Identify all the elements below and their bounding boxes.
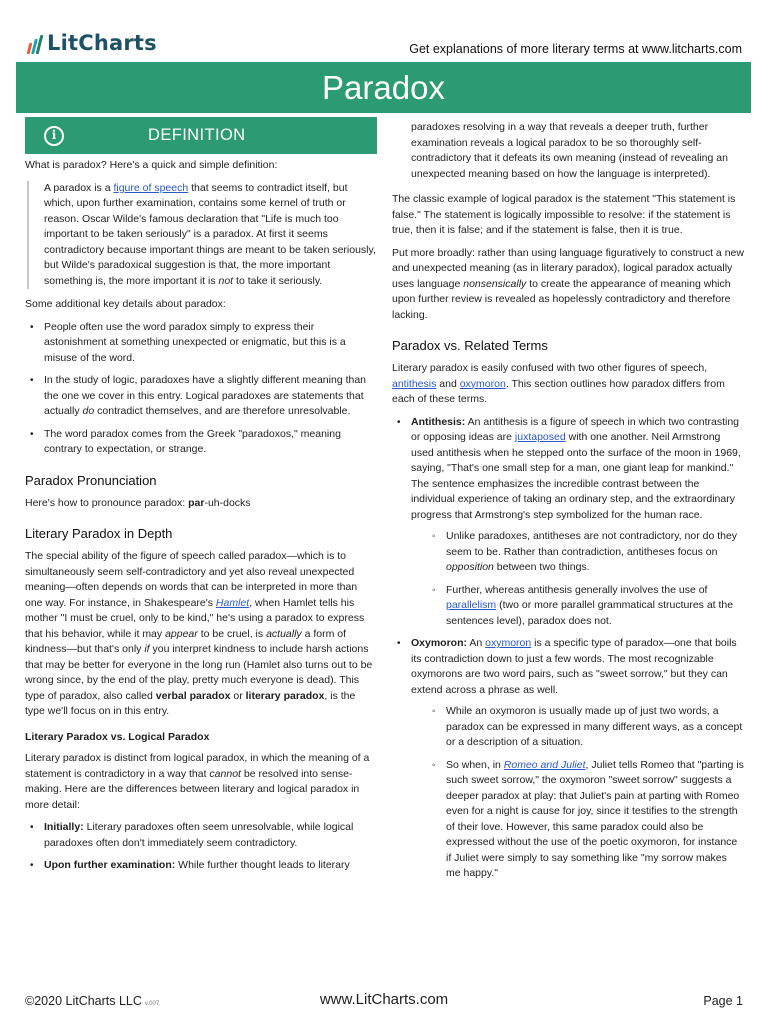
list-item xyxy=(392,636,744,882)
oxymoron-text: is a specific type of paradox—one that boils its contradiction down to just a few words. The most recognizable oxymorons are two word pairs, such as "sweet sorrow," but they can extend across a phrase as well. xyxy=(411,637,737,696)
broadly-text: to create the appearance of meaning which upon further review is revealed as hopelessly contradictory and therefore lacking. xyxy=(392,277,731,321)
details-intro: Some additional key details about paradox: xyxy=(25,298,226,310)
juxtaposed-link[interactable]: juxtaposed xyxy=(514,431,566,443)
oxymoron-text: An xyxy=(467,637,486,649)
depth-emphasis: if xyxy=(144,643,150,655)
definition-quote xyxy=(27,181,377,290)
page-number: Page 1 xyxy=(703,994,743,1008)
sub-text: , Juliet tells Romeo that "parting is such sweet sorrow," the oxymoron "sweet sorrow" suggests a deeper paradox at play: that Juliet's pain at parting with Romeo even for a night is cause for joy, since it testifies to the strength of their love. However, this same paradox could also be expressed without the use of the poetic oxymoron, for instance if Juliet were simply to say something like "my sorrow makes me happy." xyxy=(446,758,744,879)
list-item xyxy=(25,373,377,420)
page-header xyxy=(0,0,768,62)
header-tagline: Get explanations of more literary terms at www.litcharts.com xyxy=(409,42,742,56)
intro-text: What is paradox? Here's a quick and simple definition: xyxy=(25,159,278,171)
related-text: . This section outlines how paradox differs from each of these terms. xyxy=(392,377,725,405)
quote-text-b: that seems to contradict itself, but which, upon further examination, contains some kernel of truth or reason. Oscar Wilde's famous declaration that "Life is much too important to be taken seriously" is a paradox. At first it seems contradictory because important things are meant to be taken seriously, but Wilde's paradoxical suggestion is that, the more important something is, the more important it is xyxy=(44,181,376,287)
page-title: Paradox xyxy=(16,62,751,113)
sub-text: between two things. xyxy=(493,561,590,573)
left-column xyxy=(25,158,377,881)
detail-text: In the study of logic, paradoxes have a slightly different meaning than the one we cover in this entry. Logical paradoxes are statements that actually xyxy=(44,374,367,417)
continued-text: paradoxes resolving in a way that reveals a deeper truth, further examination reveals a logical paradox to be so thoroughly self-contradictory that it defeats its own meaning (instead of revealing an unexpected meaning based on how the language is interpreted). xyxy=(411,121,728,180)
romeo-juliet-title: Romeo and Juliet xyxy=(503,758,586,771)
antithesis-label: Antithesis: xyxy=(411,415,466,428)
hamlet-title: Hamlet xyxy=(215,596,250,609)
figure-of-speech-link[interactable]: figure of speech xyxy=(113,181,189,194)
info-icon: i xyxy=(44,126,64,146)
depth-text: , when Hamlet tells his mother "I must be cruel, only to be kind," he's using a paradox to express that his behavior, while it may xyxy=(25,596,365,640)
depth-text: , is the type we'll focus on in this entry. xyxy=(25,689,356,717)
oxymoron-link[interactable]: oxymoron xyxy=(459,377,506,390)
related-text: and xyxy=(436,377,460,390)
depth-paragraph xyxy=(25,549,377,720)
hamlet-link[interactable] xyxy=(216,597,249,609)
list-item xyxy=(427,529,744,576)
vs-emphasis: cannot xyxy=(209,767,241,780)
parallelism-link[interactable]: parallelism xyxy=(446,599,497,611)
romeo-and-juliet-link[interactable] xyxy=(504,759,586,771)
antithesis-text: with one another. Neil Armstrong used antithesis when he stepped onto the surface of the moon in 1969, saying, "That's one small step for a man, one giant leap for mankind." The sentence emphasizes the incredible contrast between the individual experience of taking an ordinary step, and the extraordinary progress that Armstrong's step symbolized for the human race. xyxy=(411,431,741,521)
sub-text: (two or more parallel grammatical structures at the sentences level), paradox does not. xyxy=(446,599,734,627)
quote-text-c: to take it seriously. xyxy=(233,274,323,287)
detail-emphasis: do xyxy=(82,405,95,417)
oxymoron-inline-link[interactable]: oxymoron xyxy=(485,637,532,649)
logo-text: LitCharts xyxy=(47,31,157,56)
list-item: • The word paradox comes from the Greek "paradoxos," meaning contrary to expectation, or strange. xyxy=(25,427,377,458)
vs-logical-heading: Literary Paradox vs. Logical Paradox xyxy=(25,730,210,743)
pron-rest: -uh-docks xyxy=(204,496,251,509)
depth-emphasis: actually xyxy=(266,627,302,640)
list-item: ◦ While an oxymoron is usually made up of just two words, a paradox can be expressed in many different ways, as a concept or a description of a situation. xyxy=(427,704,744,751)
sub-emphasis: opposition xyxy=(446,561,494,573)
pron-text: Here's how to pronounce paradox: xyxy=(25,496,189,509)
list-item xyxy=(427,583,744,630)
broadly-paragraph xyxy=(392,246,744,324)
details-list xyxy=(25,320,377,458)
depth-emphasis: appear xyxy=(165,627,198,640)
pron-stress: par xyxy=(188,496,205,509)
logical-differences-list xyxy=(25,820,377,874)
quote-text-a: A paradox is a xyxy=(44,181,114,194)
detail-text: contradict themselves, and are therefore unresolvable. xyxy=(94,405,351,417)
definition-banner xyxy=(25,117,377,154)
initially-text: Literary paradoxes often seem unresolvable, while logical paradoxes often don't immediately seem contradictory. xyxy=(44,821,354,849)
oxymoron-label: Oxymoron: xyxy=(411,637,468,649)
page-footer xyxy=(0,988,768,1016)
antithesis-link[interactable]: antithesis xyxy=(392,377,437,390)
depth-text: a form of kindness—but that's only xyxy=(25,627,347,655)
antithesis-sublist xyxy=(427,529,744,629)
upon-text: While further thought leads to literary xyxy=(175,859,350,871)
oxymoron-sublist xyxy=(427,704,744,882)
list-item xyxy=(427,758,744,882)
literary-paradox-term: literary paradox xyxy=(245,689,325,702)
related-terms-list xyxy=(392,415,744,882)
depth-text: The special ability of the figure of speech called paradox—which is to simultaneously seem self-contradictory and yet also reveal unexpected meaning—often depends on words that can be interpreted in more than one way. For instance, in Shakespeare's xyxy=(25,550,358,609)
vs-text: Literary paradox is distinct from logical paradox, in which the meaning of a statement is contradictory in a way that xyxy=(25,752,370,780)
right-column xyxy=(392,120,744,889)
antithesis-text: An antithesis is a figure of speech in which two contrasting or opposing ideas are xyxy=(411,415,739,443)
logo-bars-icon xyxy=(28,34,41,54)
version-text: v.007 xyxy=(144,1001,160,1007)
initially-label: Initially: xyxy=(44,821,84,833)
copyright-text: ©2020 LitCharts LLC xyxy=(25,994,142,1008)
related-terms-heading: Paradox vs. Related Terms xyxy=(392,338,548,353)
sub-text: Unlike paradoxes, antitheses are not contradictory, nor do they seem to be. Rather than contradiction, antitheses focus on xyxy=(446,530,738,558)
list-item: • People often use the word paradox simply to express their astonishment at something unexpected or enigmatic, but this is a misuse of the word. xyxy=(25,320,377,367)
depth-text: you interpret kindness to include harsh actions that may be better for everyone in the long run (Hamlet also turns out to be wrong since, by the end of the play, pretty much everyone is dead). This type of paradox, also called xyxy=(25,643,373,702)
depth-heading: Literary Paradox in Depth xyxy=(25,526,173,541)
verbal-paradox-term: verbal paradox xyxy=(155,689,231,702)
litcharts-logo[interactable] xyxy=(28,31,157,56)
depth-text: to be cruel, is xyxy=(197,627,267,640)
broadly-emphasis: nonsensically xyxy=(463,277,527,290)
quote-emphasis: not xyxy=(218,274,234,287)
pronunciation-text xyxy=(25,496,377,512)
list-item xyxy=(25,820,377,851)
pronunciation-heading: Paradox Pronunciation xyxy=(25,472,157,488)
sub-text: So when, in xyxy=(446,758,504,771)
broadly-text: Put more broadly: rather than using language figuratively to construct a new and unexpected meaning (as in literary paradox), logical paradox actually uses language xyxy=(392,246,744,290)
sub-text: Further, whereas antithesis generally involves the use of xyxy=(446,583,708,596)
footer-site-link[interactable]: www.LitCharts.com xyxy=(319,991,449,1008)
list-item xyxy=(392,415,744,630)
vs-logical-paragraph xyxy=(25,751,377,813)
definition-label: DEFINITION xyxy=(148,125,246,144)
depth-text: or xyxy=(230,689,246,702)
related-intro xyxy=(392,361,744,408)
vs-text: be resolved into sense-making. Here are the differences between literary and logical paradox in more detail: xyxy=(25,767,360,811)
list-item xyxy=(25,858,377,874)
related-text: Literary paradox is easily confused with two other figures of speech, xyxy=(392,362,708,374)
upon-label: Upon further examination: xyxy=(44,859,176,871)
classic-example: The classic example of logical paradox is the statement "This statement is false." The statement is logically impossible to resolve: if the statement is true, then it is false; and if the statement is false, then it is true. xyxy=(392,193,736,236)
